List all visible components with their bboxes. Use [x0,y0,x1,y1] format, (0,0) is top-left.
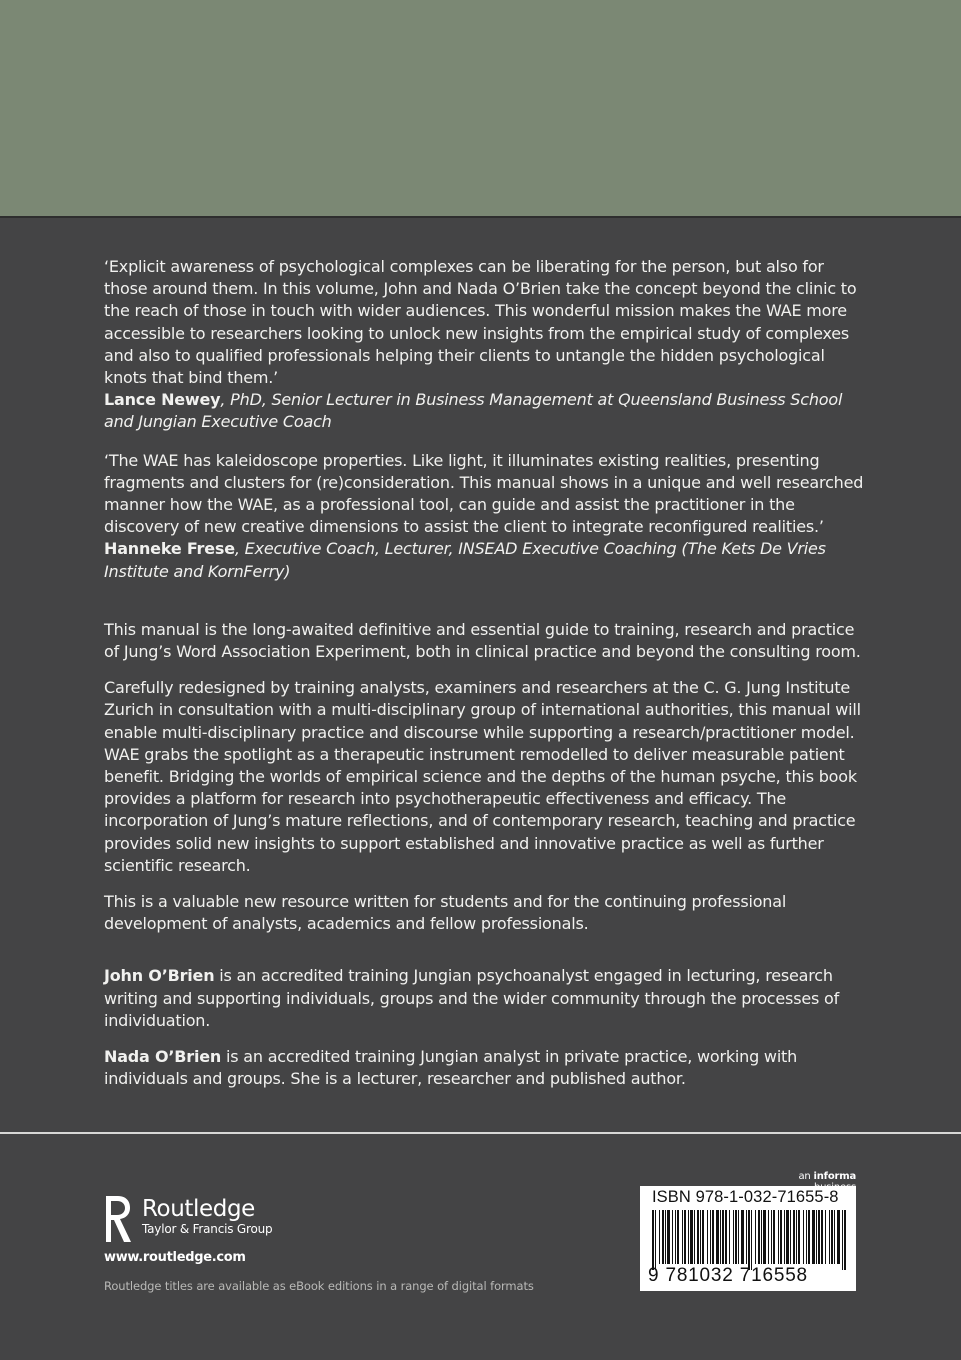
barcode-bar [720,1210,721,1264]
barcode-bar [798,1210,800,1264]
barcode-bar [808,1210,810,1264]
author-name: John O’Brien [104,966,215,986]
barcode-bar [712,1210,714,1264]
barcode-bar [659,1210,660,1264]
author-bio [104,1046,864,1090]
barcode-bar [677,1210,679,1264]
barcode-bar [818,1210,820,1264]
barcode-bar [790,1210,791,1264]
endorsement-1 [104,256,864,434]
author-bio [104,965,864,1032]
barcode-bar [716,1210,719,1264]
description-paragraph: Carefully redesigned by training analysts, examiners and researchers at the C. G. Jung Institute Zurich in consultation with a multi-disciplinary group of international authorities, this manual will enable multi-disciplinary practice and discourse while supporting a research/practitioner model. WAE grabs the spotlight as a therapeutic instrument remodelled to deliver measurable patient benefit. Bridging the worlds of empirical science and the depths of the human psyche, this book provides a platform for research into psychotherapeutic effectiveness and efficacy. The incorporation of Jung’s mature reflections, and of contemporary research, teaching and practice provides solid new insights to support established and innovative practice as well as further scientific research. [104,678,861,875]
publisher-logo [104,1196,272,1244]
barcode-bar [667,1210,670,1264]
barcode-bar [652,1210,654,1270]
barcode-bar [796,1210,797,1264]
description-paragraph: This manual is the long-awaited definitive and essential guide to training, research and practice of Jung’s Word Association Experiment, both in clinical practice and beyond the consulting room. [104,619,861,662]
barcode-bar [738,1210,739,1264]
barcode-bar [746,1210,747,1264]
barcode-bar [793,1210,795,1264]
barcode-bar [803,1210,804,1264]
barcode-bar [768,1210,769,1264]
publisher-group: Taylor & Francis Group [142,1222,273,1236]
informa-brand: informa [813,1171,856,1182]
routledge-logo-icon [104,1196,134,1244]
barcode-bar [672,1210,673,1264]
barcode-bar [722,1210,724,1264]
barcode-bar [697,1210,699,1264]
barcode-bar [778,1210,779,1264]
barcode-bar [773,1210,775,1264]
barcode-bar [821,1210,823,1264]
publisher-website: www.routledge.com [104,1250,246,1265]
endorsement-quote: ‘The WAE has kaleidoscope properties. Like light, it illuminates existing realities, presenting fragments and clusters for (re)consideration. This manual shows in a unique and well researched manner how the WAE, as a professional tool, can guide and assist the practitioner in the discovery of new creative dimensions to assist the client to integrate reconfigured realities.’ [104,450,864,537]
barcode-bar [665,1210,666,1264]
barcode-bar [816,1210,817,1264]
barcode-bar [812,1210,815,1264]
footer-divider [0,1132,961,1134]
band-divider [0,216,961,218]
barcode-bar [751,1210,752,1270]
barcode-bar [710,1210,711,1264]
barcode-bar [780,1210,782,1264]
description-paragraph: This is a valuable new resource written for students and for the continuing professional development of analysts, academics and fellow professionals. [104,892,787,934]
endorsement-quote: ‘Explicit awareness of psychological complexes can be liberating for the person, but also for those around them. In this volume, John and Nada O’Brien take the concept beyond the clinic to the reach of those in touch with wider audiences. This wonderful mission makes the WAE more accessible to researchers looking to unlock new insights from the empirical study of complexes and also to qualified professionals helping their clients to untangle the hidden psychological knots that bind them.’ [104,257,857,388]
barcode-bar [694,1210,695,1264]
barcode-bar [748,1210,750,1270]
barcode-bar [758,1210,760,1264]
barcode-bar [700,1210,701,1264]
barcode-bar [842,1210,843,1270]
barcode-bar [702,1210,704,1264]
barcode-bar [763,1210,766,1264]
barcode-bar [834,1210,835,1264]
author-bio-text: is an accredited training Jungian psychoanalyst engaged in lecturing, research writing and supporting individuals, groups and the wider community through the processes of individuation. [104,966,840,1030]
author-name: Nada O’Brien [104,1047,222,1067]
back-cover-text [104,256,864,1091]
barcode-bar [741,1210,744,1264]
barcode-bar [837,1210,840,1264]
barcode-bar [829,1210,830,1264]
isbn-number: ISBN 978-1-032-71655-8 [652,1188,839,1206]
author-bio-text: is an accredited training Jungian analyst in private practice, working with individuals and groups. She is a lecturer, researcher and published author. [104,1047,798,1089]
cover-color-band [0,0,961,216]
barcode-bar [707,1210,708,1264]
barcode-bar [690,1210,693,1264]
barcode-bar [729,1210,730,1264]
barcode-bar [831,1210,833,1264]
barcode-bar [844,1210,846,1270]
barcode-bar [761,1210,762,1264]
barcode-bar [682,1210,683,1264]
barcode-bar [806,1210,807,1264]
publisher-name: Routledge [142,1196,255,1222]
barcode-bar [733,1210,734,1264]
barcode-bar [684,1210,686,1264]
endorser-name: Lance Newey [104,390,221,410]
endorsement-2 [104,450,864,583]
barcode-bar [825,1210,826,1264]
barcode-bar [662,1210,664,1264]
barcode-bar [725,1210,727,1264]
endorser-affiliation: , Executive Coach, Lecturer, INSEAD Executive Coaching (The Kets De Vries Institute and KornFerry) [104,539,826,581]
endorser-affiliation: , PhD, Senior Lecturer in Business Management at Queensland Business School and Jungian Executive Coach [104,390,843,432]
barcode-digits: 9 781032 716558 [648,1265,808,1286]
barcode-bar [784,1210,785,1264]
barcode-bar [771,1210,772,1264]
ebook-note: Routledge titles are available as eBook editions in a range of digital formats [104,1279,534,1293]
barcode-bar [786,1210,789,1264]
barcode-bar [735,1210,737,1264]
barcode-bar [688,1210,689,1264]
barcode-bar [755,1210,756,1264]
informa-prefix: an [798,1171,814,1182]
barcode-bar [655,1210,656,1270]
endorser-name: Hanneke Frese [104,539,235,559]
isbn-barcode [640,1186,856,1291]
barcode-bar [675,1210,676,1264]
